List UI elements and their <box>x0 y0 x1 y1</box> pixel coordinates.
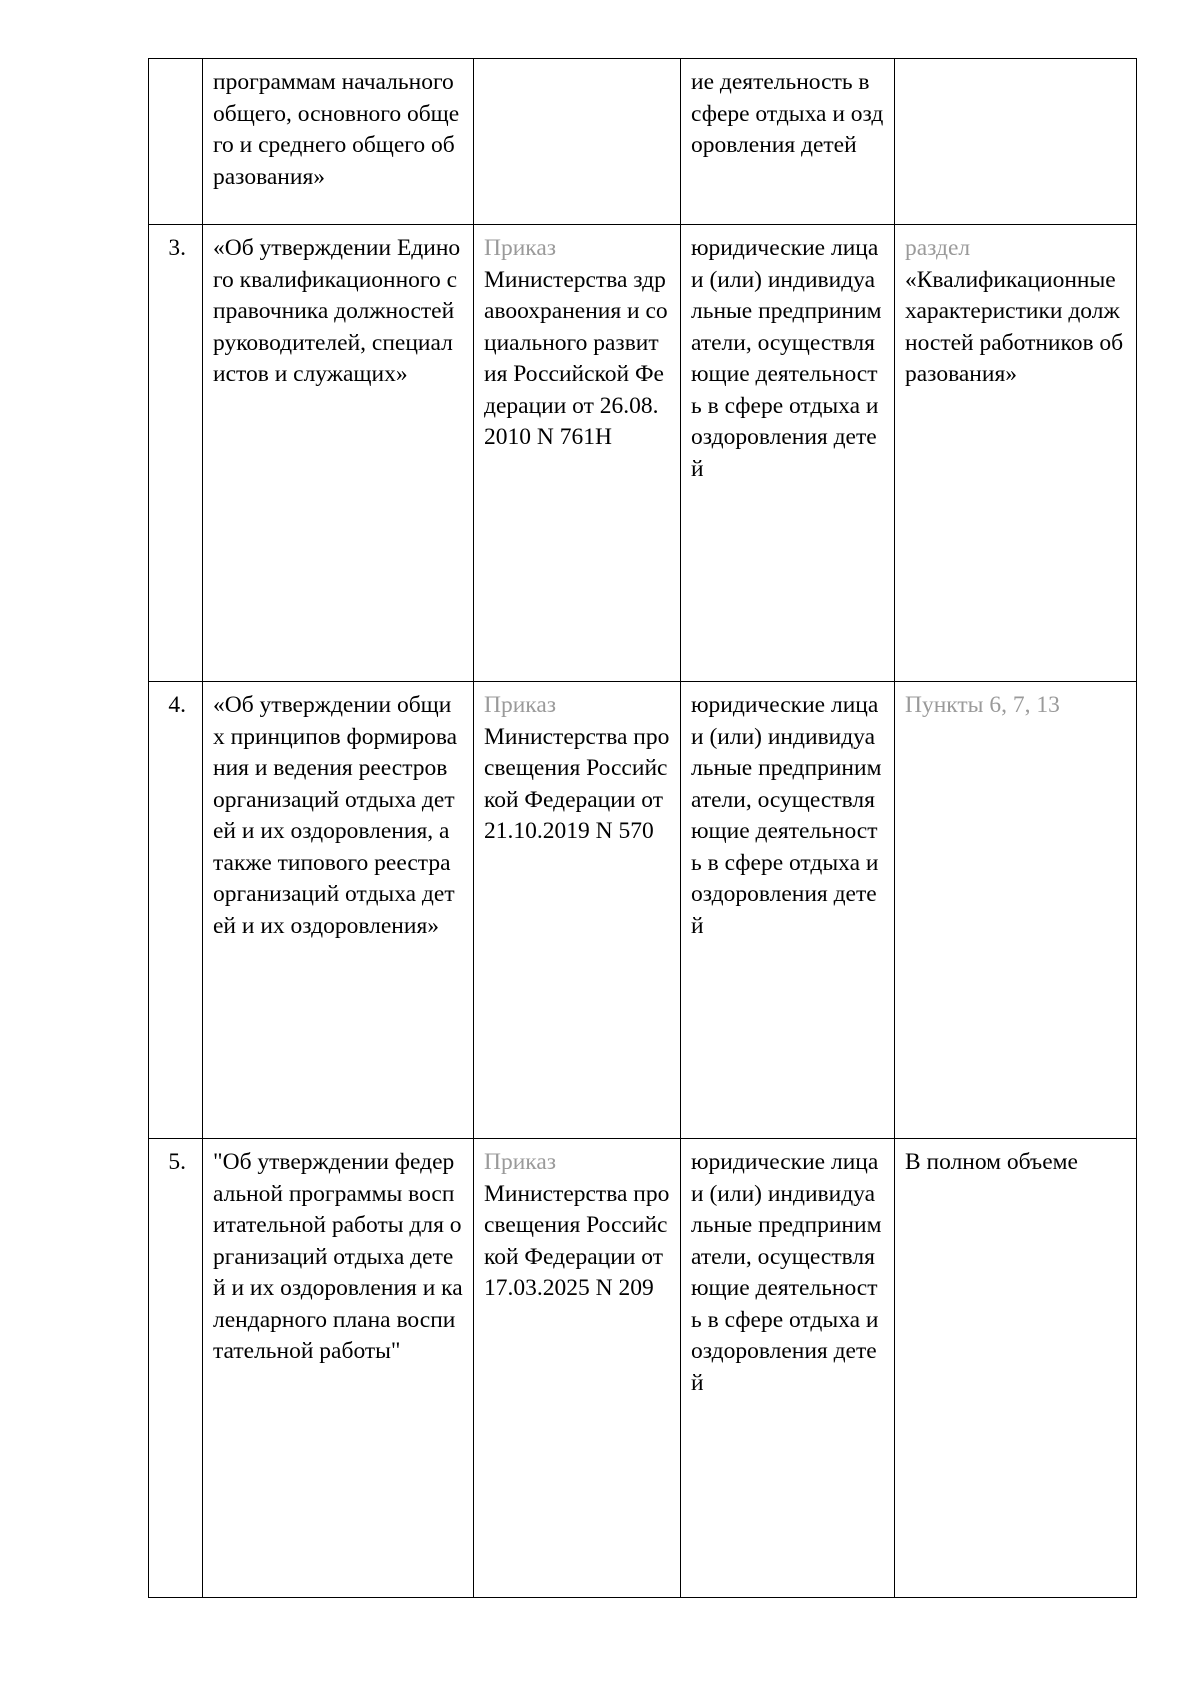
row-number: 4. <box>149 682 203 1139</box>
applicable-scope <box>895 1139 1137 1598</box>
document-type-label: Приказ <box>484 235 557 261</box>
scope-details: «Квалификационные характеристики должностей работников образования» <box>905 266 1124 387</box>
act-title: "Об утверждении федеральной программы воспитательной работы для организаций отдыха детей и их оздоровления и календарного плана воспитательной работы" <box>203 1139 474 1598</box>
applicable-scope <box>895 59 1137 225</box>
document-details: Министерства просвещения Российской Федерации от 17.03.2025 N 209 <box>484 1180 670 1301</box>
applicable-scope <box>895 225 1137 682</box>
table-row <box>149 225 1137 682</box>
act-document <box>474 225 681 682</box>
act-document <box>474 682 681 1139</box>
scope-label: раздел <box>905 235 971 261</box>
document-details: Министерства просвещения Российской Федерации от 21.10.2019 N 570 <box>484 723 670 844</box>
affected-subjects: юридические лица и (или) индивидуальные предприниматели, осуществляющие деятельность в сфере отдыха и оздоровления детей <box>681 682 895 1139</box>
document-type-label: Приказ <box>484 1149 557 1175</box>
row-number <box>149 59 203 225</box>
act-title: «Об утверждении общих принципов формирования и ведения реестров организаций отдыха детей и их оздоровления, а также типового реестра организаций отдыха детей и их оздоровления» <box>203 682 474 1139</box>
scope-label: Пункты 6, 7, 13 <box>905 692 1060 718</box>
row-number: 3. <box>149 225 203 682</box>
scope-details: В полном объеме <box>905 1149 1078 1175</box>
document-type-label: Приказ <box>484 692 557 718</box>
applicable-scope <box>895 682 1137 1139</box>
affected-subjects: юридические лица и (или) индивидуальные предприниматели, осуществляющие деятельность в сфере отдыха и оздоровления детей <box>681 1139 895 1598</box>
act-title: программам начального общего, основного общего и среднего общего образования» <box>203 59 474 225</box>
act-document <box>474 59 681 225</box>
document-details: Министерства здравоохранения и социального развития Российской Федерации от 26.08.2010 N 761Н <box>484 266 668 450</box>
row-number: 5. <box>149 1139 203 1598</box>
legal-acts-table <box>148 58 1137 1598</box>
table-row <box>149 1139 1137 1598</box>
table-row <box>149 682 1137 1139</box>
table-row <box>149 59 1137 225</box>
affected-subjects: юридические лица и (или) индивидуальные предприниматели, осуществляющие деятельность в сфере отдыха и оздоровления детей <box>681 225 895 682</box>
act-title: «Об утверждении Единого квалификационного справочника должностей руководителей, специалистов и служащих» <box>203 225 474 682</box>
affected-subjects: ие деятельность в сфере отдыха и оздоровления детей <box>681 59 895 225</box>
act-document <box>474 1139 681 1598</box>
